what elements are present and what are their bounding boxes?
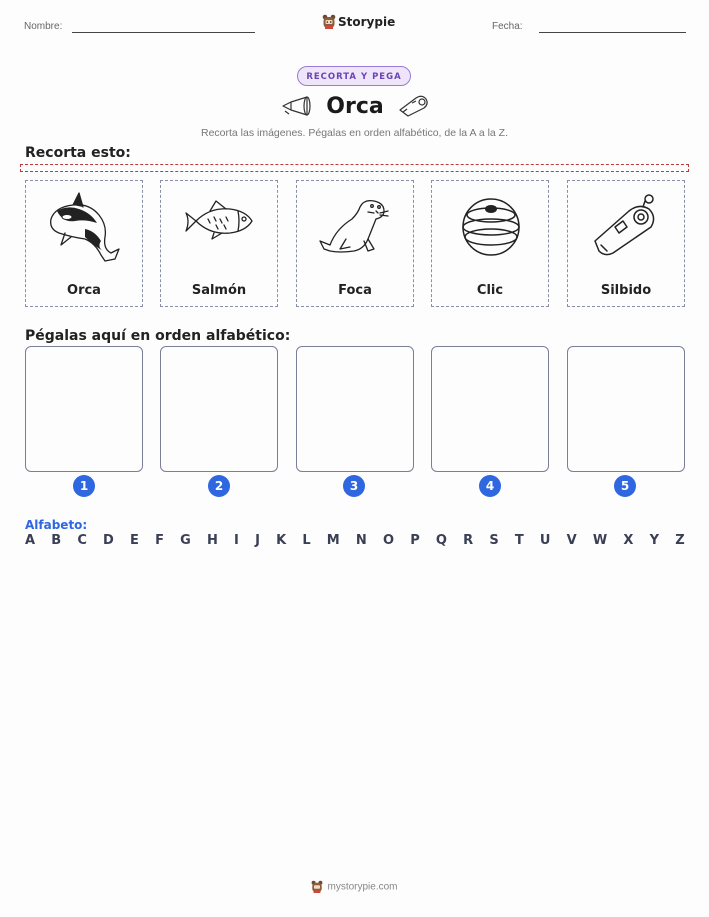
date-label: Fecha: [492,21,523,32]
alphabet-letter: Y [649,533,660,548]
date-field[interactable] [539,32,686,33]
alphabet-letter: G [180,533,191,548]
number-badge: 3 [343,475,365,497]
alphabet-letter: K [276,533,287,548]
activity-tag: RECORTA Y PEGA [297,66,411,86]
alphabet-letter: W [592,533,608,548]
alphabet-letter: E [130,533,139,548]
card-label: Salmón [191,283,247,298]
card-salmon[interactable] [160,180,278,307]
alphabet-letter: J [255,533,260,548]
whistle-small-icon [398,92,430,118]
number-badge: 2 [208,475,230,497]
alphabet-letter: N [355,533,367,548]
paste-box-5[interactable] [567,346,685,472]
card-orca[interactable] [25,180,143,307]
number-badge: 5 [614,475,636,497]
footer-url[interactable]: mystorypie.com [327,881,398,893]
brand-logo [322,13,396,33]
alphabet-letter: B [51,533,62,548]
alphabet-letter: C [77,533,87,548]
alphabet-letter: I [234,533,239,548]
footer [0,880,709,894]
paste-box-4[interactable] [431,346,549,472]
cut-line [20,164,689,172]
alphabet-letter: Z [675,533,685,548]
alphabet-letter: O [382,533,395,548]
paste-box-3[interactable] [296,346,414,472]
number-badge: 4 [479,475,501,497]
alphabet-letter: T [514,533,524,548]
alphabet-letter: M [326,533,340,548]
alphabet-letter: A [25,533,36,548]
alphabet-letter: F [155,533,164,548]
card-ball[interactable] [431,180,549,307]
orca-icon [45,189,125,265]
card-whistle[interactable] [567,180,685,307]
bear-icon [322,14,336,30]
paste-box-2[interactable] [160,346,278,472]
alphabet-letter: D [103,533,114,548]
card-seal[interactable] [296,180,414,307]
cut-heading: Recorta esto: [25,145,131,161]
alphabet-letter: P [410,533,420,548]
card-label: Orca [67,283,101,298]
number-badge: 1 [73,475,95,497]
alphabet-letter: R [463,533,474,548]
paste-box-1[interactable] [25,346,143,472]
name-label: Nombre: [24,21,63,32]
brand-name: Storypie [338,15,396,29]
alphabet-letter: L [302,533,311,548]
card-label: Silbido [600,283,652,298]
whistle-icon [587,189,667,265]
name-field[interactable] [72,32,255,33]
alphabet-letter: X [623,533,634,548]
salmon-icon [180,189,260,265]
alphabet-row [25,533,685,548]
alphabet-heading: Alfabeto: [25,518,88,532]
page-title: Orca [326,94,384,119]
bear-icon [311,880,323,894]
paste-heading: Pégalas aquí en orden alfabético: [25,328,291,344]
alphabet-letter: V [566,533,577,548]
alphabet-letter: U [539,533,551,548]
alphabet-letter: S [489,533,499,548]
seal-icon [316,189,396,265]
instructions: Recorta las imágenes. Pégalas en orden alfabético, de la A a la Z. [200,127,509,139]
card-label: Clic [476,283,504,298]
ball-icon [451,189,531,265]
alphabet-letter: Q [435,533,447,548]
card-label: Foca [338,283,372,298]
alphabet-letter: H [206,533,218,548]
